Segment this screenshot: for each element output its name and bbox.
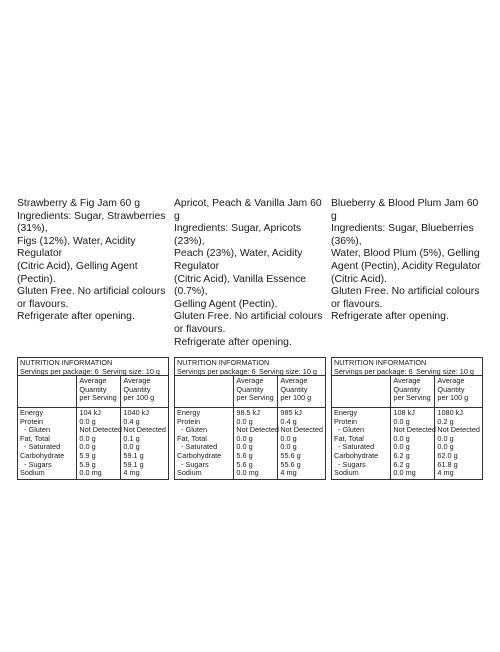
- nutrient-label: - Gluten: [20, 425, 51, 435]
- nutrition-table: [18, 376, 168, 479]
- per-serving-value: 0.0 mg: [79, 468, 102, 478]
- per-100g-value: 0.4 g: [123, 416, 140, 426]
- per-100g-value: 985 kJ: [280, 408, 302, 417]
- per-100g-value: 0.0 g: [437, 442, 454, 452]
- per-serving-column: [391, 376, 435, 479]
- nutrient-label: - Saturated: [20, 442, 61, 452]
- per-serving-value: 0.0 g: [236, 433, 253, 443]
- per-serving-value: 0.0 mg: [393, 468, 416, 478]
- gluten-statement: Gluten Free. No artificial colours or flavours.: [331, 286, 480, 310]
- product-title: Apricot, Peach & Vanilla Jam 60 g: [174, 198, 322, 222]
- ingredients-text: Ingredients: Sugar, Strawberries (31%), Figs (12%), Water, Acidity Regulator (Citric Acid), Gelling Agent (Pectin).: [17, 210, 166, 285]
- nutrition-heading: NUTRITION INFORMATION: [334, 358, 427, 367]
- per-serving-value: Not Detected: [79, 425, 122, 435]
- nutrient-label: - Sugars: [20, 459, 52, 469]
- nutrient-label: Protein: [177, 416, 201, 426]
- per-serving-value: 0.0 g: [79, 416, 96, 426]
- storage-instruction: Refrigerate after opening.: [331, 311, 449, 323]
- nutrient-label: - Saturated: [177, 442, 218, 452]
- label-column: [175, 376, 234, 479]
- per-100g-column: [121, 376, 168, 479]
- serving-size: Serving size: 10 g: [415, 366, 474, 376]
- per-serving-value: 6.2 g: [393, 450, 410, 460]
- per-100g-value: Not Detected: [123, 425, 166, 435]
- nutrition-header: [175, 358, 325, 376]
- nutrient-label: Energy: [20, 408, 44, 417]
- per-serving-value: 108 kJ: [393, 408, 415, 417]
- nutrition-table: [175, 376, 325, 479]
- per-serving-value: 104 kJ: [79, 408, 101, 417]
- per-100g-value: 0.0 g: [437, 433, 454, 443]
- per-serving-value: 0.0 g: [79, 442, 96, 452]
- per-serving-column: [234, 376, 278, 479]
- ingredients-text: Ingredients: Sugar, Blueberries (36%), Water, Blood Plum (5%), Gelling Agent (Pectin), Acidity Regulator (Citric Acid).: [331, 223, 481, 285]
- nutrient-label: Energy: [334, 408, 358, 417]
- storage-instruction: Refrigerate after opening.: [17, 311, 135, 323]
- nutrient-label: - Gluten: [334, 425, 365, 435]
- per-100g-header: Average Quantity per 100 g: [121, 376, 168, 408]
- per-100g-value: 0.2 g: [437, 416, 454, 426]
- label-column: [332, 376, 391, 479]
- per-serving-value: 0.0 g: [236, 416, 253, 426]
- per-serving-value: 0.0 mg: [236, 468, 259, 478]
- nutrient-label: Sodium: [334, 468, 359, 478]
- servings-per-package: Servings per package: 6: [334, 366, 413, 376]
- gluten-statement: Gluten Free. No artificial colours or flavours.: [174, 311, 323, 335]
- nutrient-label: Carbohydrate: [20, 450, 65, 460]
- per-100g-column: [278, 376, 325, 479]
- nutrition-header: [332, 358, 482, 376]
- nutrition-heading: NUTRITION INFORMATION: [20, 358, 113, 367]
- nutrient-label: - Saturated: [334, 442, 375, 452]
- per-serving-value: 0.0 g: [393, 433, 410, 443]
- per-serving-value: 6.2 g: [393, 459, 410, 469]
- per-100g-header: Average Quantity per 100 g: [435, 376, 482, 408]
- per-serving-header: Average Quantity per Serving: [234, 376, 277, 408]
- nutrient-label: - Sugars: [177, 459, 209, 469]
- nutrition-panel: [331, 357, 483, 480]
- servings-per-package: Servings per package: 6: [20, 366, 99, 376]
- gluten-statement: Gluten Free. No artificial colours or flavours.: [17, 286, 166, 310]
- product-title: Strawberry & Fig Jam 60 g: [17, 198, 140, 209]
- servings-per-package: Servings per package: 6: [177, 366, 256, 376]
- nutrition-panel: [174, 357, 326, 480]
- per-100g-column: [435, 376, 482, 479]
- per-serving-value: 98.5 kJ: [236, 408, 260, 417]
- per-100g-value: 59.1 g: [123, 450, 144, 460]
- per-100g-value: 59.1 g: [123, 459, 144, 469]
- per-serving-header: Average Quantity per Serving: [391, 376, 434, 408]
- per-100g-value: 1080 kJ: [437, 408, 463, 417]
- per-100g-header: Average Quantity per 100 g: [278, 376, 325, 408]
- per-serving-value: 5.6 g: [236, 450, 253, 460]
- per-100g-value: Not Detected: [280, 425, 323, 435]
- ingredients-text: Ingredients: Sugar, Apricots (23%), Peach (23%), Water, Acidity Regulator (Citric Acid), Vanilla Essence (0.7%), Gelling Agent (Pectin).: [174, 223, 307, 310]
- nutrient-label: Energy: [177, 408, 201, 417]
- per-serving-value: Not Detected: [393, 425, 436, 435]
- label-column: [18, 376, 77, 479]
- nutrition-header: [18, 358, 168, 376]
- per-100g-value: 0.0 g: [123, 442, 140, 452]
- per-100g-value: 61.8 g: [437, 459, 458, 469]
- product-info-strawberry-fig: [17, 198, 169, 324]
- per-100g-value: Not Detected: [437, 425, 480, 435]
- per-100g-value: 0.1 g: [123, 433, 140, 443]
- per-100g-value: 4 mg: [437, 468, 454, 478]
- per-100g-value: 62.0 g: [437, 450, 458, 460]
- storage-instruction: Refrigerate after opening.: [174, 336, 292, 348]
- nutrient-label: Fat, Total: [20, 433, 50, 443]
- per-serving-value: 5.9 g: [79, 459, 96, 469]
- nutrient-label: Protein: [334, 416, 358, 426]
- per-100g-value: 55.6 g: [280, 459, 301, 469]
- serving-size: Serving size: 10 g: [101, 366, 160, 376]
- per-serving-value: 5.6 g: [236, 459, 253, 469]
- nutrient-label: Carbohydrate: [177, 450, 222, 460]
- per-serving-value: 0.0 g: [393, 442, 410, 452]
- nutrient-label: Protein: [20, 416, 44, 426]
- per-serving-value: 5.9 g: [79, 450, 96, 460]
- serving-size: Serving size: 10 g: [258, 366, 317, 376]
- per-100g-value: 0.0 g: [280, 442, 297, 452]
- per-serving-column: [77, 376, 121, 479]
- product-info-blueberry-blood-plum: [331, 198, 483, 324]
- nutrient-label: - Gluten: [177, 425, 208, 435]
- per-serving-value: 0.0 g: [79, 433, 96, 443]
- per-serving-value: 0.0 g: [236, 442, 253, 452]
- nutrient-label: Fat, Total: [334, 433, 364, 443]
- product-info-apricot-peach-vanilla: [174, 198, 328, 349]
- per-serving-header: Average Quantity per Serving: [77, 376, 120, 408]
- product-title: Blueberry & Blood Plum Jam 60 g: [331, 198, 479, 222]
- per-serving-value: 0.0 g: [393, 416, 410, 426]
- per-100g-value: 55.6 g: [280, 450, 301, 460]
- per-100g-value: 4 mg: [123, 468, 140, 478]
- nutrient-label: Sodium: [177, 468, 202, 478]
- per-100g-value: 0.4 g: [280, 416, 297, 426]
- per-100g-value: 4 mg: [280, 468, 297, 478]
- nutrition-heading: NUTRITION INFORMATION: [177, 358, 270, 367]
- per-serving-value: Not Detected: [236, 425, 279, 435]
- nutrition-table: [332, 376, 482, 479]
- per-100g-value: 1040 kJ: [123, 408, 149, 417]
- nutrition-panel: [17, 357, 169, 480]
- nutrient-label: Fat, Total: [177, 433, 207, 443]
- nutrient-label: Carbohydrate: [334, 450, 379, 460]
- nutrient-label: Sodium: [20, 468, 45, 478]
- nutrient-label: - Sugars: [334, 459, 366, 469]
- per-100g-value: 0.0 g: [280, 433, 297, 443]
